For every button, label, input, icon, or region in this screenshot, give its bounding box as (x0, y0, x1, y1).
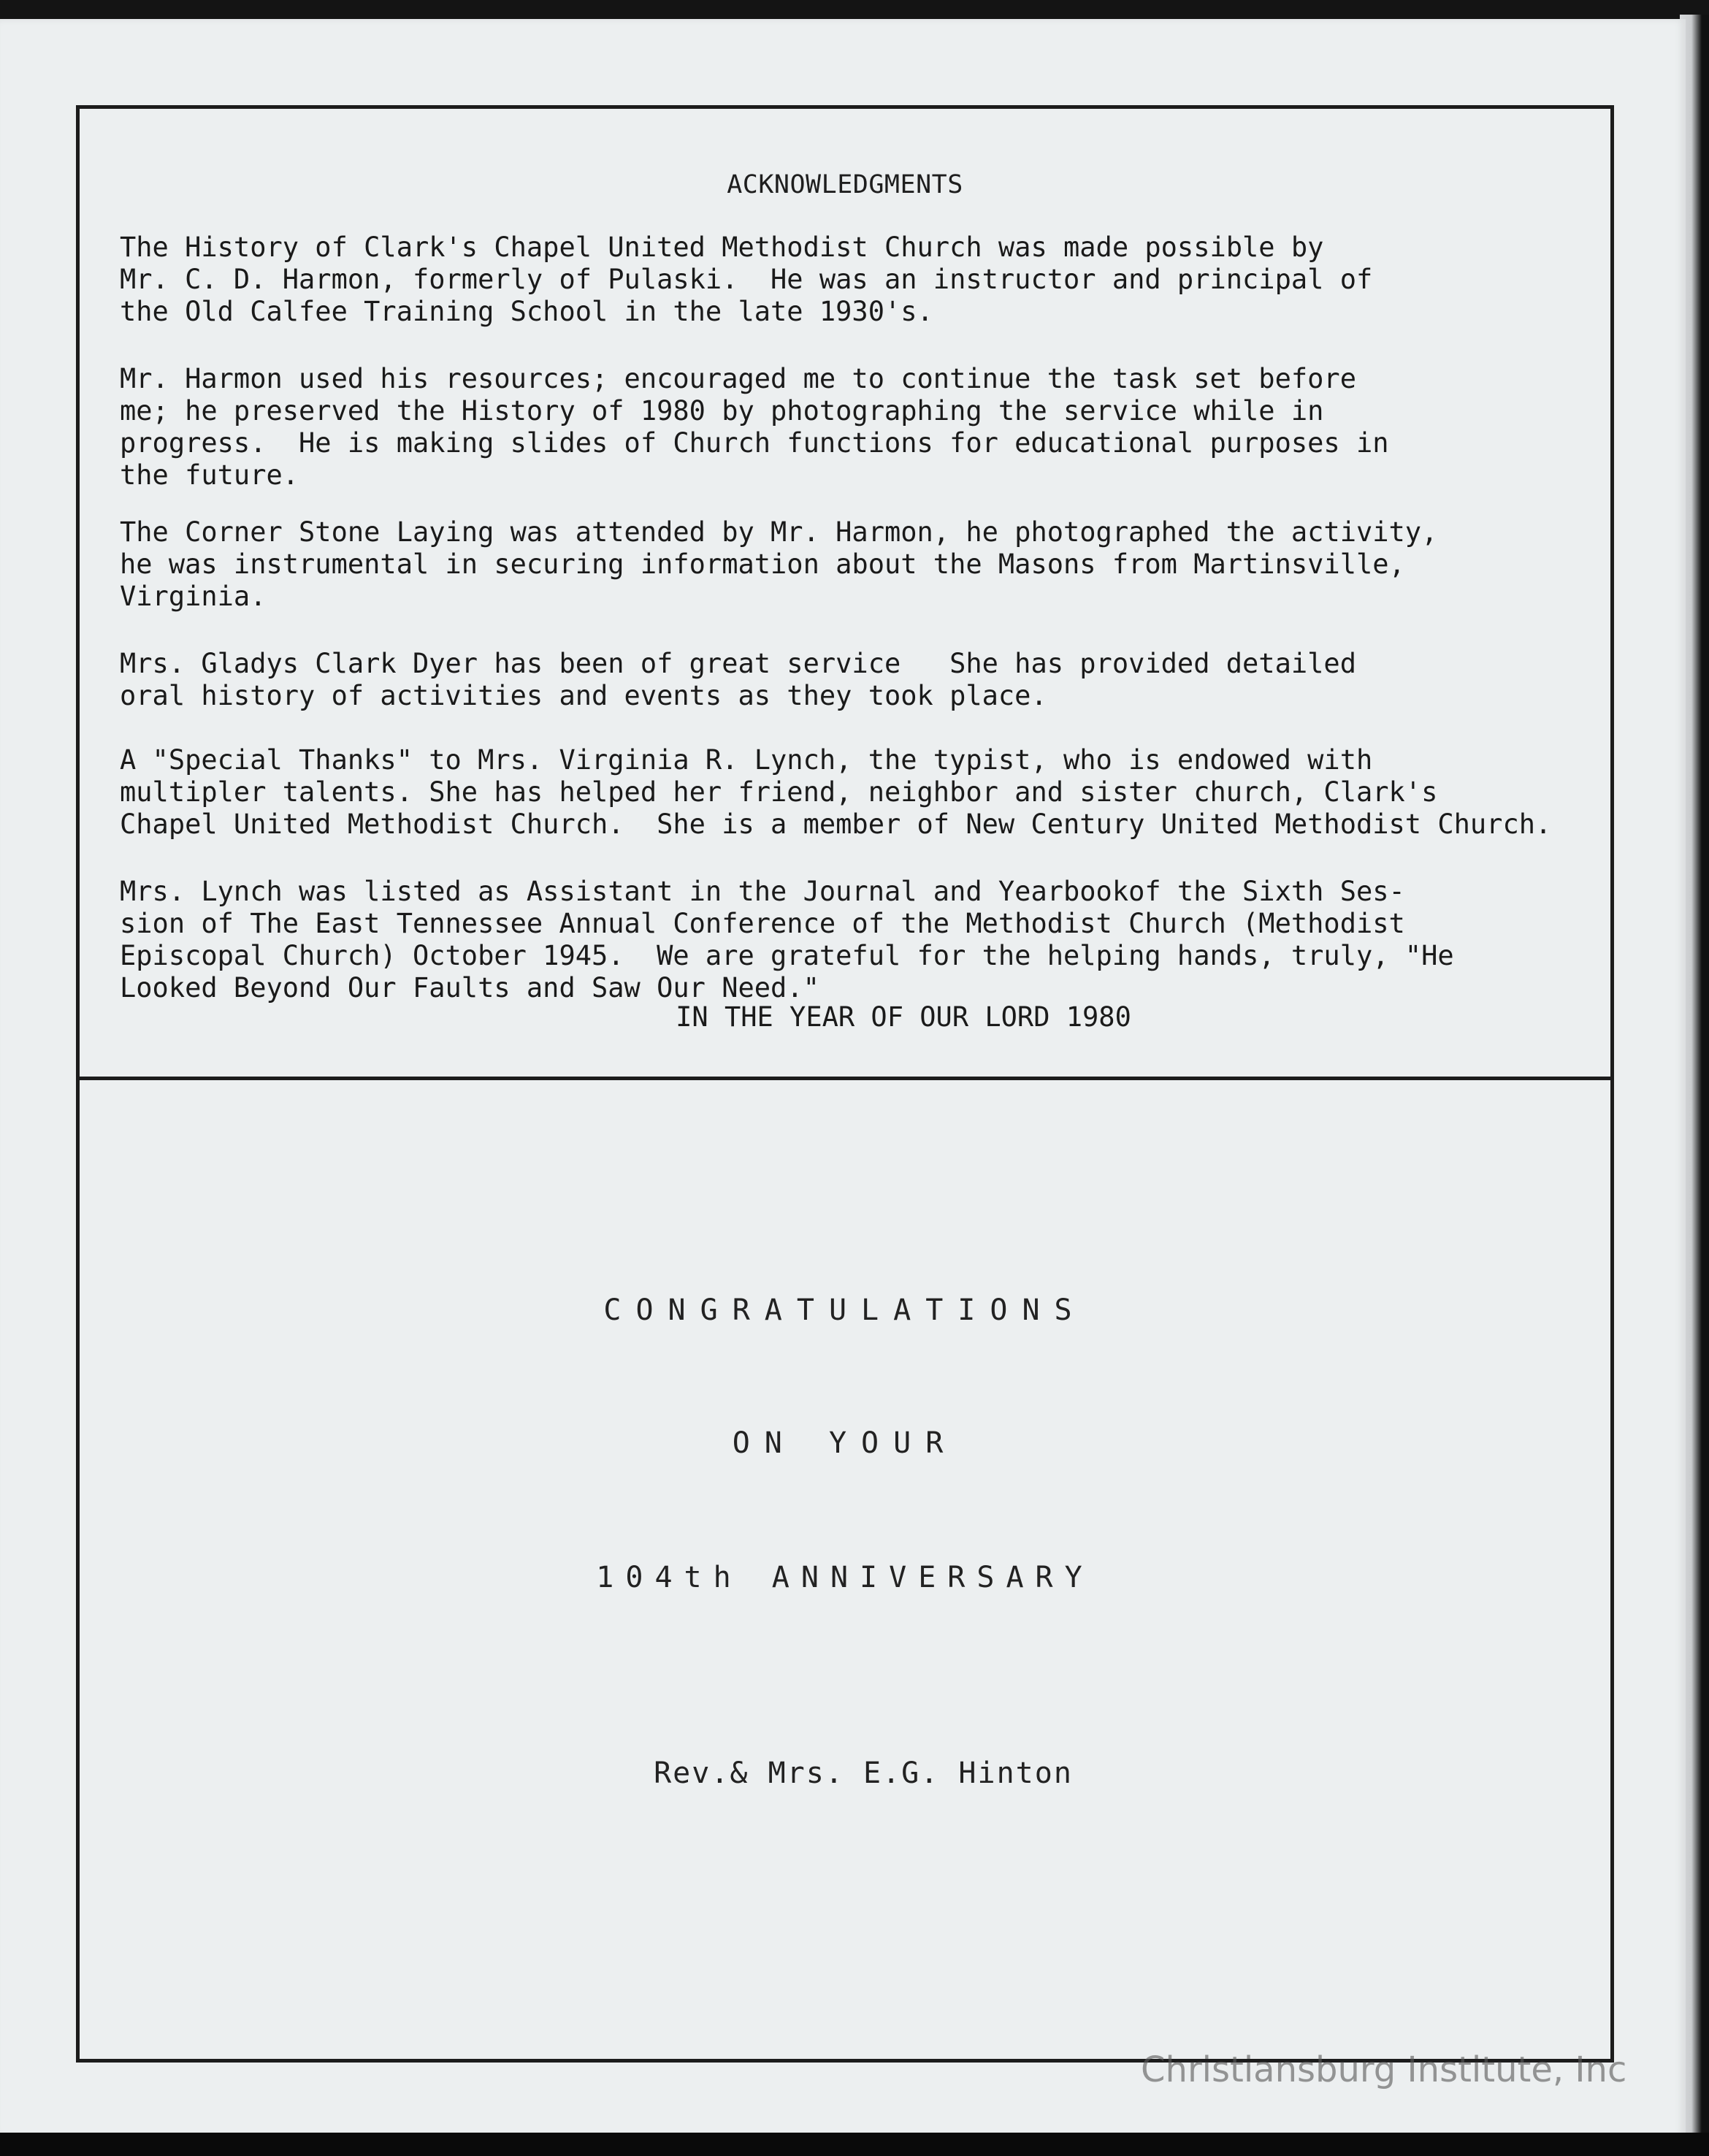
signature-line: Rev.& Mrs. E.G. Hinton (654, 1756, 1073, 1790)
page-border-frame (76, 105, 1614, 2063)
on-your-line: ON YOUR (732, 1426, 958, 1460)
year-of-our-lord-line: IN THE YEAR OF OUR LORD 1980 (676, 1001, 1131, 1033)
acknowledgments-heading: ACKNOWLEDGMENTS (727, 170, 963, 199)
acknowledgment-paragraph-3: The Corner Stone Laying was attended by Mr. Harmon, he photographed the activity, he was instrumental in securing information about the Masons from Martinsville, Virginia. (120, 516, 1438, 612)
acknowledgment-paragraph-6: Mrs. Lynch was listed as Assistant in the Journal and Yearbookof the Sixth Ses- sion of The East Tennessee Annual Conference of the Methodist Church (Methodist Episcopal Church) October 1945. We are grateful for the helping hands, truly, "He Looked Beyond Our Faults and Saw Our Need." (120, 876, 1454, 1004)
section-divider (80, 1077, 1610, 1080)
congratulations-heading: CONGRATULATIONS (603, 1293, 1087, 1327)
document-page (0, 19, 1686, 2137)
scan-top-edge (0, 0, 1709, 19)
institution-watermark: Christiansburg Institute, Inc (1141, 2049, 1627, 2090)
scan-bottom-edge (0, 2133, 1709, 2156)
anniversary-line: 104th ANNIVERSARY (596, 1561, 1094, 1594)
acknowledgment-paragraph-4: Mrs. Gladys Clark Dyer has been of great service She has provided detailed oral history of activities and events as they took place. (120, 648, 1356, 711)
acknowledgment-paragraph-1: The History of Clark's Chapel United Methodist Church was made possible by Mr. C. D. Harmon, formerly of Pulaski. He was an instructor and principal of the Old Calfee Training School in the late 1930's. (120, 232, 1373, 327)
acknowledgment-paragraph-5: A "Special Thanks" to Mrs. Virginia R. Lynch, the typist, who is endowed with multipler talents. She has helped her friend, neighbor and sister church, Clark's Chapel United Methodist Church. She is a member of New Century United Methodist Church. (120, 744, 1552, 840)
acknowledgment-paragraph-2: Mr. Harmon used his resources; encouraged me to continue the task set before me; he preserved the History of 1980 by photographing the service while in progress. He is making slides of Church functions for educational purposes in the future. (120, 363, 1389, 491)
